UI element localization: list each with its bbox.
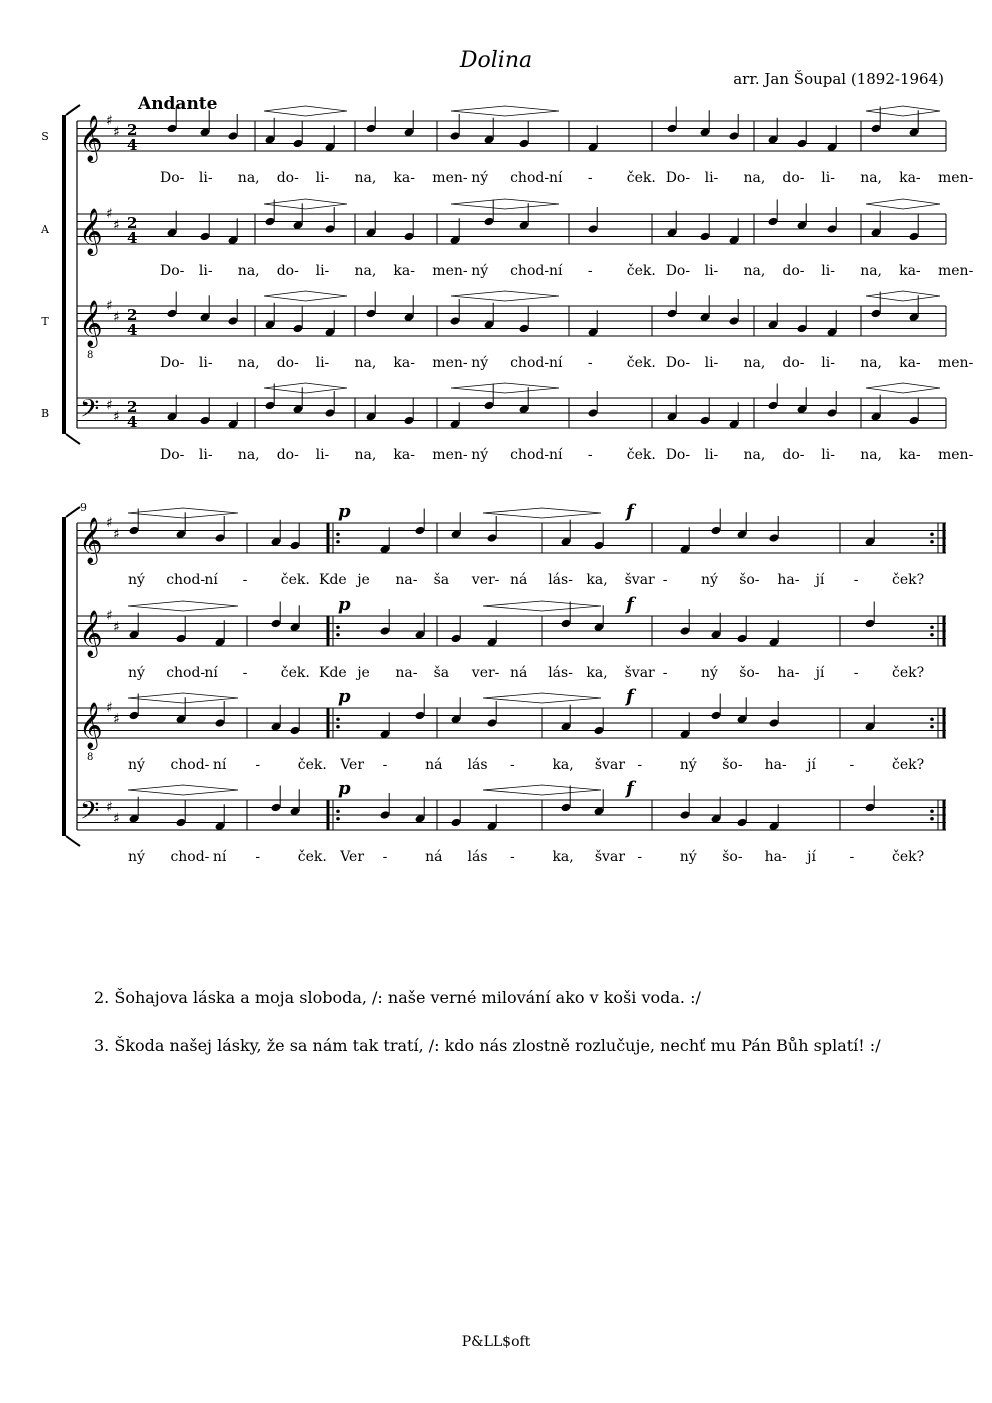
hairpin bbox=[451, 383, 559, 388]
system-bracket bbox=[62, 115, 66, 434]
lyric-syllable: Kde bbox=[319, 572, 347, 588]
lyric-syllable: Do- bbox=[665, 263, 691, 279]
lyric-syllable: ka- bbox=[393, 170, 415, 186]
hairpin bbox=[451, 291, 559, 296]
lyric-syllable: švar bbox=[624, 665, 655, 681]
lyric-syllable: ček. bbox=[626, 447, 656, 463]
lyric-syllable: na, bbox=[237, 447, 260, 463]
lyric-syllable: ný bbox=[128, 665, 145, 681]
lyric-syllable: ný bbox=[471, 355, 489, 371]
key-sharp-icon: ♯ bbox=[113, 217, 120, 234]
hairpin bbox=[866, 291, 940, 296]
lyric-syllable: - bbox=[587, 170, 593, 186]
lyric-syllable: ček? bbox=[892, 665, 925, 681]
lyric-syllable: ný bbox=[128, 757, 145, 773]
lyric-syllable: ka- bbox=[899, 263, 921, 279]
lyric-syllable: ná bbox=[510, 572, 528, 588]
repeat-dot bbox=[930, 725, 934, 729]
verse-3: 3. Škoda našej lásky, že sa nám tak tratí, /: kdo nás zlostně rozlučuje, nechť mu Pán Bůh splatí! :/ bbox=[94, 1036, 881, 1055]
lyric-syllable: Kde bbox=[319, 665, 347, 681]
lyric-syllable: do- bbox=[782, 447, 805, 463]
hairpin bbox=[264, 199, 347, 204]
hairpin bbox=[483, 790, 601, 795]
lyric-syllable: na, bbox=[860, 447, 883, 463]
repeat-dot bbox=[336, 532, 340, 536]
lyric-syllable: do- bbox=[276, 355, 299, 371]
lyric-syllable: ný bbox=[128, 849, 145, 865]
lyric-syllable: šo- bbox=[739, 665, 760, 681]
lyric-syllable: ček. bbox=[626, 263, 656, 279]
hairpin bbox=[128, 698, 238, 703]
lyric-syllable: ka- bbox=[393, 263, 415, 279]
lyric-syllable: - bbox=[587, 355, 593, 371]
lyric-syllable: Do- bbox=[665, 355, 691, 371]
lyric-syllable: ka, bbox=[586, 665, 608, 681]
lyric-syllable: ní bbox=[549, 447, 563, 463]
octave-marker: 8 bbox=[87, 350, 94, 361]
lyric-syllable: - bbox=[853, 572, 859, 588]
lyric-syllable: ver- bbox=[471, 665, 500, 681]
hairpin bbox=[128, 785, 238, 790]
hairpin bbox=[128, 693, 238, 698]
lyric-syllable: ka- bbox=[899, 447, 921, 463]
lyric-syllable: - bbox=[587, 263, 593, 279]
lyric-syllable: šo- bbox=[722, 757, 743, 773]
hairpin bbox=[483, 606, 601, 611]
hairpin bbox=[866, 296, 940, 301]
lyric-syllable: na, bbox=[354, 263, 377, 279]
lyric-syllable: ný bbox=[701, 665, 718, 681]
lyric-syllable: ka- bbox=[899, 355, 921, 371]
key-sharp-icon: ♯ bbox=[113, 810, 120, 827]
dynamic-marking: p bbox=[338, 501, 351, 522]
voice-label: T bbox=[41, 315, 49, 328]
lyric-syllable: - bbox=[242, 665, 248, 681]
key-sharp-icon: ♯ bbox=[106, 700, 113, 716]
time-signature-denominator: 4 bbox=[127, 229, 138, 247]
hairpin bbox=[451, 199, 559, 204]
lyric-syllable: ha- bbox=[777, 665, 800, 681]
lyric-syllable: ha- bbox=[764, 849, 787, 865]
lyric-syllable: ček? bbox=[892, 757, 925, 773]
lyric-syllable: ný bbox=[471, 263, 489, 279]
lyric-syllable: ček. bbox=[297, 757, 327, 773]
hairpin bbox=[128, 606, 238, 611]
key-sharp-icon: ♯ bbox=[113, 309, 120, 326]
lyric-syllable: ša bbox=[433, 665, 450, 681]
lyric-syllable: ní bbox=[204, 572, 218, 588]
lyric-syllable: do- bbox=[782, 263, 805, 279]
repeat-dot bbox=[930, 532, 934, 536]
lyric-syllable: na, bbox=[237, 355, 260, 371]
hairpin bbox=[264, 296, 347, 301]
lyric-syllable: ný bbox=[471, 447, 489, 463]
hairpin bbox=[866, 204, 940, 209]
lyric-syllable: jí bbox=[815, 665, 825, 681]
lyric-syllable: Do- bbox=[160, 355, 185, 371]
lyric-syllable: - bbox=[637, 757, 643, 773]
lyric-syllable: na- bbox=[395, 665, 418, 681]
dynamic-marking: f bbox=[626, 686, 634, 707]
lyric-syllable: lás bbox=[467, 849, 488, 865]
time-signature-denominator: 4 bbox=[127, 413, 138, 431]
bracket-top-hook bbox=[66, 507, 80, 517]
hairpin bbox=[264, 383, 347, 388]
lyric-syllable: na, bbox=[354, 170, 377, 186]
lyric-syllable: na, bbox=[743, 355, 766, 371]
lyric-syllable: ček. bbox=[280, 665, 310, 681]
lyric-syllable: na, bbox=[354, 355, 377, 371]
key-sharp-icon: ♯ bbox=[106, 206, 113, 222]
treble-clef-icon: 𝄞 bbox=[79, 300, 103, 347]
lyric-syllable: - bbox=[382, 757, 388, 773]
lyric-syllable: ní bbox=[549, 355, 563, 371]
lyric-syllable: ný bbox=[701, 572, 718, 588]
hairpin bbox=[483, 513, 601, 518]
lyric-syllable: na, bbox=[743, 170, 766, 186]
verse-2: 2. Šohajova láska a moja sloboda, /: naše verné milování ako v koši voda. :/ bbox=[94, 988, 701, 1007]
repeat-dot bbox=[336, 540, 340, 544]
lyric-syllable: chod- bbox=[166, 572, 206, 588]
lyric-syllable: li- bbox=[315, 263, 330, 279]
lyric-syllable: ka, bbox=[552, 757, 574, 773]
hairpin bbox=[866, 199, 940, 204]
lyric-syllable: chod- bbox=[166, 665, 206, 681]
hairpin bbox=[451, 296, 559, 301]
lyric-syllable: men- bbox=[432, 170, 468, 186]
lyric-syllable: ný bbox=[679, 757, 697, 773]
repeat-dot bbox=[930, 717, 934, 721]
lyric-syllable: ka, bbox=[586, 572, 608, 588]
lyric-syllable: ní bbox=[212, 757, 227, 773]
lyric-syllable: li- bbox=[198, 263, 213, 279]
lyric-syllable: - bbox=[662, 665, 668, 681]
lyric-syllable: ha- bbox=[764, 757, 787, 773]
dynamic-marking: f bbox=[626, 778, 634, 799]
repeat-dot bbox=[336, 809, 340, 813]
lyric-syllable: lás- bbox=[548, 572, 573, 588]
voice-label: A bbox=[41, 223, 49, 236]
bracket-top-hook bbox=[66, 105, 80, 115]
lyric-syllable: li- bbox=[821, 355, 835, 371]
lyric-syllable: švar bbox=[624, 572, 655, 588]
lyric-syllable: na, bbox=[860, 170, 883, 186]
lyric-syllable: ná bbox=[510, 665, 528, 681]
hairpin bbox=[128, 513, 238, 518]
lyric-syllable: li- bbox=[198, 355, 213, 371]
lyric-syllable: - bbox=[510, 849, 515, 865]
lyric-syllable: - bbox=[849, 757, 855, 773]
lyric-syllable: li- bbox=[198, 170, 213, 186]
lyric-syllable: ček. bbox=[297, 849, 327, 865]
time-signature-denominator: 4 bbox=[127, 321, 138, 339]
dynamic-marking: p bbox=[338, 686, 351, 707]
lyric-syllable: ný bbox=[128, 572, 145, 588]
lyric-syllable: do- bbox=[782, 355, 805, 371]
lyric-syllable: chod- bbox=[170, 757, 210, 773]
lyric-syllable: na, bbox=[237, 170, 260, 186]
repeat-dot bbox=[336, 725, 340, 729]
hairpin bbox=[451, 111, 559, 116]
lyric-syllable: šo- bbox=[739, 572, 760, 588]
lyric-syllable: li- bbox=[704, 447, 719, 463]
bass-clef-icon: 𝄢 bbox=[80, 394, 100, 430]
lyric-syllable: na, bbox=[743, 447, 766, 463]
lyric-syllable: na, bbox=[860, 263, 883, 279]
hairpin bbox=[866, 383, 940, 388]
lyric-syllable: li- bbox=[315, 355, 330, 371]
measure-number: 9 bbox=[80, 501, 87, 514]
lyric-syllable: - bbox=[637, 849, 643, 865]
system-bracket bbox=[62, 517, 66, 836]
lyric-syllable: ček. bbox=[626, 355, 656, 371]
bass-clef-icon: 𝄢 bbox=[80, 796, 100, 832]
lyric-syllable: ka- bbox=[393, 355, 415, 371]
lyric-syllable: li- bbox=[315, 170, 330, 186]
bracket-bottom-hook bbox=[66, 836, 80, 846]
lyric-syllable: - bbox=[510, 757, 515, 773]
lyric-syllable: men- bbox=[938, 170, 974, 186]
hairpin bbox=[451, 106, 559, 111]
lyric-syllable: lás- bbox=[548, 665, 573, 681]
dynamic-marking: p bbox=[338, 778, 351, 799]
lyric-syllable: - bbox=[849, 849, 855, 865]
hairpin bbox=[264, 291, 347, 296]
time-signature-numerator: 2 bbox=[127, 306, 138, 324]
lyric-syllable: ka, bbox=[552, 849, 574, 865]
key-sharp-icon: ♯ bbox=[106, 608, 113, 624]
lyric-syllable: šo- bbox=[722, 849, 743, 865]
lyric-syllable: ver- bbox=[471, 572, 500, 588]
treble-clef-icon: 𝄞 bbox=[79, 208, 103, 255]
lyric-syllable: - bbox=[255, 849, 261, 865]
hairpin bbox=[483, 698, 601, 703]
hairpin bbox=[128, 508, 238, 513]
hairpin bbox=[483, 785, 601, 790]
lyric-syllable: li- bbox=[704, 263, 719, 279]
tempo-marking: Andante bbox=[138, 94, 218, 114]
repeat-dot bbox=[930, 633, 934, 637]
lyric-syllable: do- bbox=[276, 170, 299, 186]
lyric-syllable: do- bbox=[276, 263, 299, 279]
hairpin bbox=[866, 388, 940, 393]
lyric-syllable: ček? bbox=[892, 572, 925, 588]
lyric-syllable: Do- bbox=[160, 263, 185, 279]
key-sharp-icon: ♯ bbox=[113, 124, 120, 141]
time-signature-numerator: 2 bbox=[127, 398, 138, 416]
lyric-syllable: Do- bbox=[665, 447, 691, 463]
lyric-syllable: Ver bbox=[340, 849, 365, 865]
lyric-syllable: men- bbox=[938, 355, 974, 371]
lyric-syllable: men- bbox=[432, 263, 468, 279]
lyric-syllable: švar bbox=[594, 757, 626, 773]
lyric-syllable: chod- bbox=[170, 849, 210, 865]
hairpin bbox=[483, 693, 601, 698]
lyric-syllable: ša bbox=[433, 572, 450, 588]
dynamic-marking: p bbox=[338, 594, 351, 615]
lyric-syllable: jí bbox=[815, 572, 825, 588]
lyric-syllable: je bbox=[357, 665, 370, 681]
lyric-syllable: ka- bbox=[393, 447, 415, 463]
hairpin bbox=[451, 204, 559, 209]
lyric-syllable: - bbox=[255, 757, 261, 773]
treble-clef-icon: 𝄞 bbox=[79, 115, 103, 162]
time-signature-numerator: 2 bbox=[127, 214, 138, 232]
repeat-dot bbox=[336, 717, 340, 721]
lyric-syllable: li- bbox=[704, 170, 719, 186]
time-signature-denominator: 4 bbox=[127, 136, 138, 154]
lyric-syllable: men- bbox=[938, 263, 974, 279]
lyric-syllable: Do- bbox=[160, 447, 185, 463]
hairpin bbox=[128, 601, 238, 606]
lyric-syllable: - bbox=[242, 572, 248, 588]
repeat-dot bbox=[336, 633, 340, 637]
hairpin bbox=[866, 106, 940, 111]
lyric-syllable: li- bbox=[821, 447, 835, 463]
lyric-syllable: na- bbox=[395, 572, 418, 588]
composer-credit: arr. Jan Šoupal (1892-1964) bbox=[733, 70, 944, 88]
voice-label: B bbox=[40, 407, 50, 420]
lyric-syllable: je bbox=[357, 572, 370, 588]
lyric-syllable: na, bbox=[860, 355, 883, 371]
lyric-syllable: men- bbox=[938, 447, 974, 463]
lyric-syllable: li- bbox=[821, 263, 835, 279]
key-sharp-icon: ♯ bbox=[106, 397, 113, 414]
lyric-syllable: - bbox=[662, 572, 668, 588]
repeat-dot bbox=[336, 817, 340, 821]
treble-clef-icon: 𝄞 bbox=[79, 702, 103, 749]
song-title: Dolina bbox=[459, 48, 533, 73]
key-sharp-icon: ♯ bbox=[113, 711, 120, 728]
repeat-dot bbox=[930, 809, 934, 813]
hairpin bbox=[264, 111, 347, 116]
lyric-syllable: ná bbox=[425, 757, 443, 773]
lyric-syllable: na, bbox=[743, 263, 766, 279]
lyric-syllable: ček. bbox=[280, 572, 310, 588]
lyric-syllable: Ver bbox=[340, 757, 365, 773]
key-sharp-icon: ♯ bbox=[113, 619, 120, 636]
hairpin bbox=[451, 388, 559, 393]
voice-label: S bbox=[41, 130, 49, 143]
lyric-syllable: - bbox=[853, 665, 859, 681]
lyric-syllable: men- bbox=[432, 447, 468, 463]
lyric-syllable: na, bbox=[354, 447, 377, 463]
treble-clef-icon: 𝄞 bbox=[79, 517, 103, 564]
dynamic-marking: f bbox=[626, 594, 634, 615]
lyric-syllable: Do- bbox=[160, 170, 185, 186]
lyric-syllable: ní bbox=[212, 849, 227, 865]
treble-clef-icon: 𝄞 bbox=[79, 610, 103, 657]
lyric-syllable: chod- bbox=[510, 447, 550, 463]
lyric-syllable: jí bbox=[807, 849, 816, 865]
hairpin bbox=[866, 111, 940, 116]
time-signature-numerator: 2 bbox=[127, 121, 138, 139]
lyric-syllable: ný bbox=[471, 170, 489, 186]
lyric-syllable: Do- bbox=[665, 170, 691, 186]
lyric-syllable: na, bbox=[237, 263, 260, 279]
repeat-dot bbox=[336, 625, 340, 629]
dynamic-marking: f bbox=[626, 501, 634, 522]
key-sharp-icon: ♯ bbox=[106, 515, 113, 531]
lyric-syllable: do- bbox=[782, 170, 805, 186]
hairpin bbox=[483, 601, 601, 606]
lyric-syllable: ní bbox=[549, 170, 563, 186]
repeat-dot bbox=[930, 817, 934, 821]
lyric-syllable: chod- bbox=[510, 263, 550, 279]
lyric-syllable: li- bbox=[821, 170, 835, 186]
lyric-syllable: lás bbox=[467, 757, 488, 773]
lyric-syllable: - bbox=[587, 447, 593, 463]
hairpin bbox=[264, 106, 347, 111]
octave-marker: 8 bbox=[87, 752, 94, 763]
lyric-syllable: ní bbox=[204, 665, 218, 681]
lyric-syllable: ný bbox=[679, 849, 697, 865]
lyric-syllable: švar bbox=[594, 849, 626, 865]
lyric-syllable: ček. bbox=[626, 170, 656, 186]
lyric-syllable: - bbox=[382, 849, 388, 865]
lyric-syllable: li- bbox=[315, 447, 330, 463]
lyric-syllable: do- bbox=[276, 447, 299, 463]
lyric-syllable: li- bbox=[198, 447, 213, 463]
lyric-syllable: ná bbox=[425, 849, 443, 865]
key-sharp-icon: ♯ bbox=[113, 408, 120, 425]
repeat-dot bbox=[930, 540, 934, 544]
lyric-syllable: ha- bbox=[777, 572, 800, 588]
key-sharp-icon: ♯ bbox=[113, 526, 120, 543]
footer-credit: P&LL$oft bbox=[461, 1334, 531, 1350]
lyric-syllable: chod- bbox=[510, 355, 550, 371]
hairpin bbox=[483, 508, 601, 513]
repeat-dot bbox=[930, 625, 934, 629]
key-sharp-icon: ♯ bbox=[106, 298, 113, 314]
lyric-syllable: men- bbox=[432, 355, 468, 371]
lyric-syllable: chod- bbox=[510, 170, 550, 186]
lyric-syllable: jí bbox=[807, 757, 816, 773]
key-sharp-icon: ♯ bbox=[106, 113, 113, 129]
hairpin bbox=[128, 790, 238, 795]
lyric-syllable: ček? bbox=[892, 849, 925, 865]
lyric-syllable: li- bbox=[704, 355, 719, 371]
lyric-syllable: ní bbox=[549, 263, 563, 279]
bracket-bottom-hook bbox=[66, 434, 80, 444]
key-sharp-icon: ♯ bbox=[106, 799, 113, 816]
lyric-syllable: ka- bbox=[899, 170, 921, 186]
